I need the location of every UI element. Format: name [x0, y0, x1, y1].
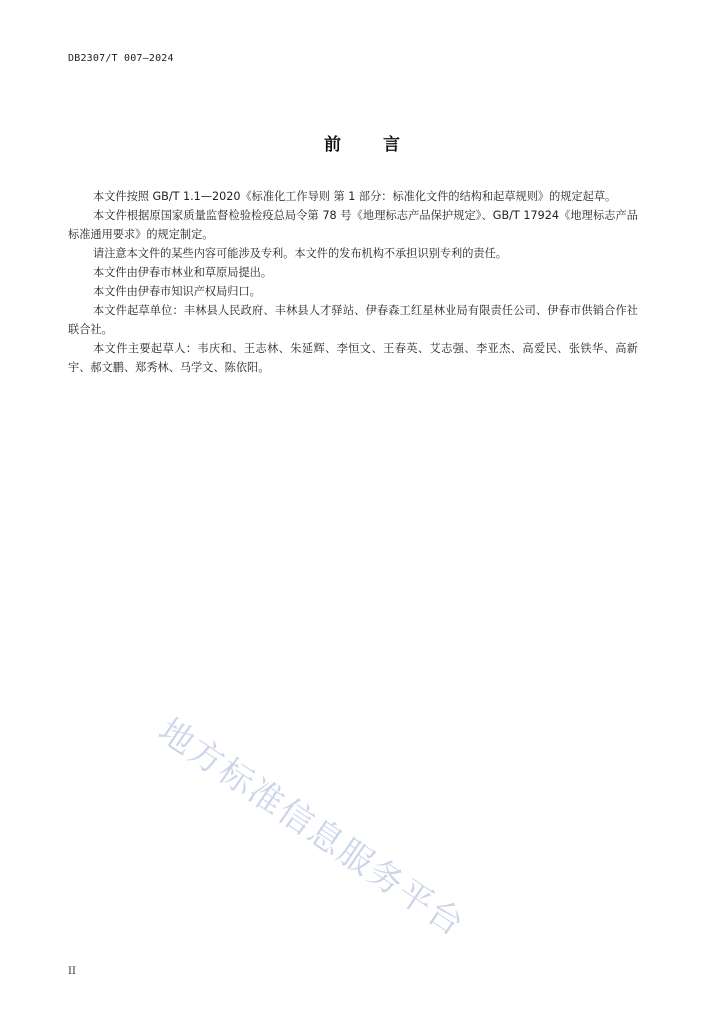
paragraph-drafting-units: 本文件起草单位：丰林县人民政府、丰林县人才驿站、伊春森工红星林业局有限责任公司、伊春市供销合作社联合社。: [68, 304, 638, 336]
foreword-body: [68, 187, 638, 377]
paragraph-drafters: 本文件主要起草人：韦庆和、王志林、朱延辉、李恒文、王春英、艾志强、李亚杰、高爱民、张铁华、高新宇、郝文鹏、郑秀林、马学文、陈依阳。: [68, 342, 638, 374]
page-number: II: [68, 966, 76, 977]
paragraph-administrator: 本文件由伊春市知识产权局归口。: [93, 285, 261, 298]
document-code: DB2307/T 007—2024: [68, 53, 174, 64]
watermark: 地方标准信息服务平台: [151, 710, 472, 946]
paragraph-drafting-rules: 本文件按照 GB/T 1.1—2020《标准化工作导则 第 1 部分：标准化文件的结构和起草规则》的规定起草。: [93, 190, 617, 203]
page-title: 前言: [324, 135, 442, 155]
paragraph-patent-notice: 请注意本文件的某些内容可能涉及专利。本文件的发布机构不承担识别专利的责任。: [93, 247, 507, 260]
paragraph-legal-basis: 本文件根据原国家质量监督检验检疫总局令第 78 号《地理标志产品保护规定》、GB/T 17924《地理标志产品标准通用要求》的规定制定。: [68, 209, 638, 241]
paragraph-proposer: 本文件由伊春市林业和草原局提出。: [93, 266, 273, 279]
